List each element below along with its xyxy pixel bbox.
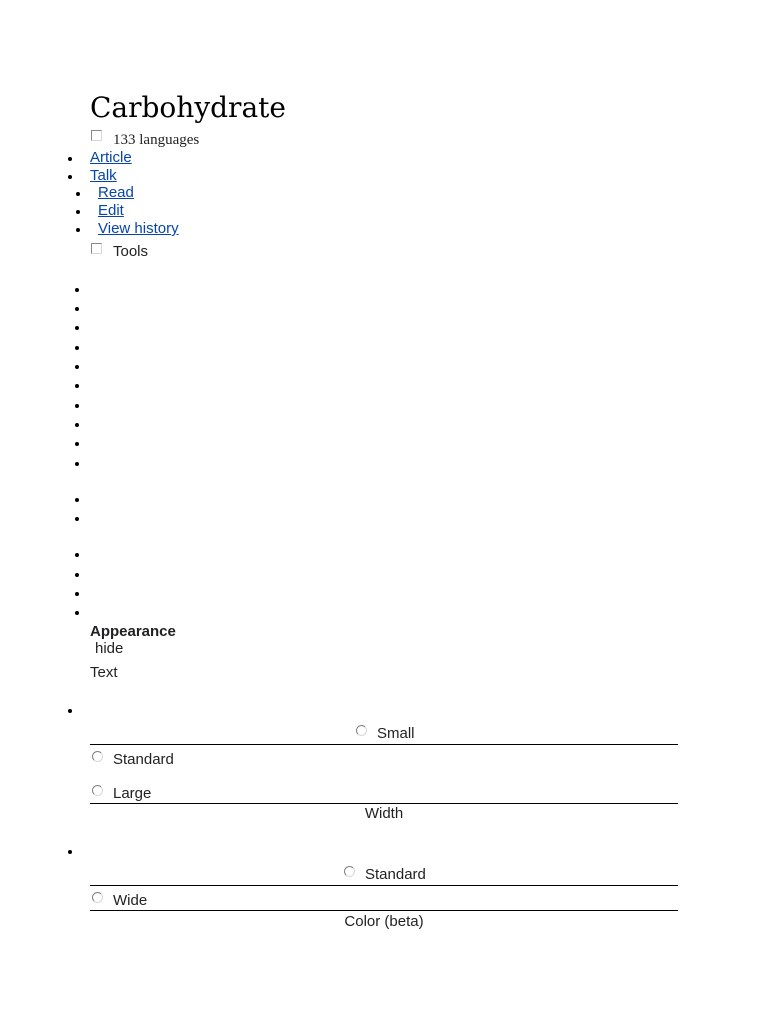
width-standard-label[interactable]: Standard: [365, 866, 426, 883]
text-size-large-radio[interactable]: [92, 785, 103, 796]
empty-list-item: [75, 288, 79, 292]
text-section-label: Text: [90, 664, 118, 681]
list-bullet: [68, 850, 72, 854]
list-bullet: [76, 210, 80, 214]
divider: [90, 744, 678, 745]
empty-list-item: [75, 423, 79, 427]
list-bullet: [76, 228, 80, 232]
list-bullet: [68, 709, 72, 713]
empty-list-item: [75, 462, 79, 466]
page-title: Carbohydrate: [90, 91, 286, 124]
tab-talk[interactable]: Talk: [90, 167, 117, 184]
list-bullet: [76, 192, 80, 196]
divider: [90, 885, 678, 886]
empty-list-item: [75, 326, 79, 330]
tools-label[interactable]: Tools: [113, 243, 149, 260]
text-size-small-radio[interactable]: [356, 725, 367, 736]
empty-list-item: [75, 346, 79, 350]
empty-list-item: [75, 611, 79, 615]
tools-checkbox[interactable]: [91, 243, 102, 254]
empty-list-item: [75, 553, 79, 557]
tab-read[interactable]: Read: [98, 184, 134, 201]
empty-list-item: [75, 307, 79, 311]
width-wide-radio[interactable]: [92, 892, 103, 903]
languages-label[interactable]: 133 languages: [113, 132, 200, 148]
tab-view-history[interactable]: View history: [98, 220, 179, 237]
hide-button[interactable]: hide: [95, 640, 124, 657]
empty-list-item: [75, 404, 79, 408]
divider: [90, 803, 678, 804]
divider: [90, 910, 678, 911]
list-bullet: [68, 175, 72, 179]
empty-list-item: [75, 498, 79, 502]
empty-list-item: [75, 442, 79, 446]
text-size-standard-label[interactable]: Standard: [113, 751, 174, 768]
width-standard-radio[interactable]: [344, 866, 355, 877]
empty-list-item: [75, 384, 79, 388]
empty-list-item: [75, 365, 79, 369]
empty-list-item: [75, 592, 79, 596]
text-size-large-label[interactable]: Large: [113, 785, 152, 802]
text-size-small-label[interactable]: Small: [377, 725, 415, 742]
languages-checkbox[interactable]: [91, 130, 102, 141]
tab-edit[interactable]: Edit: [98, 202, 124, 219]
empty-list-item: [75, 517, 79, 521]
width-wide-label[interactable]: Wide: [113, 892, 148, 909]
tab-article[interactable]: Article: [90, 149, 132, 166]
text-size-standard-radio[interactable]: [92, 751, 103, 762]
list-bullet: [68, 157, 72, 161]
color-section-label: Color (beta): [344, 913, 424, 930]
width-section-label: Width: [364, 805, 404, 822]
appearance-heading: Appearance: [90, 623, 176, 640]
empty-list-item: [75, 573, 79, 577]
